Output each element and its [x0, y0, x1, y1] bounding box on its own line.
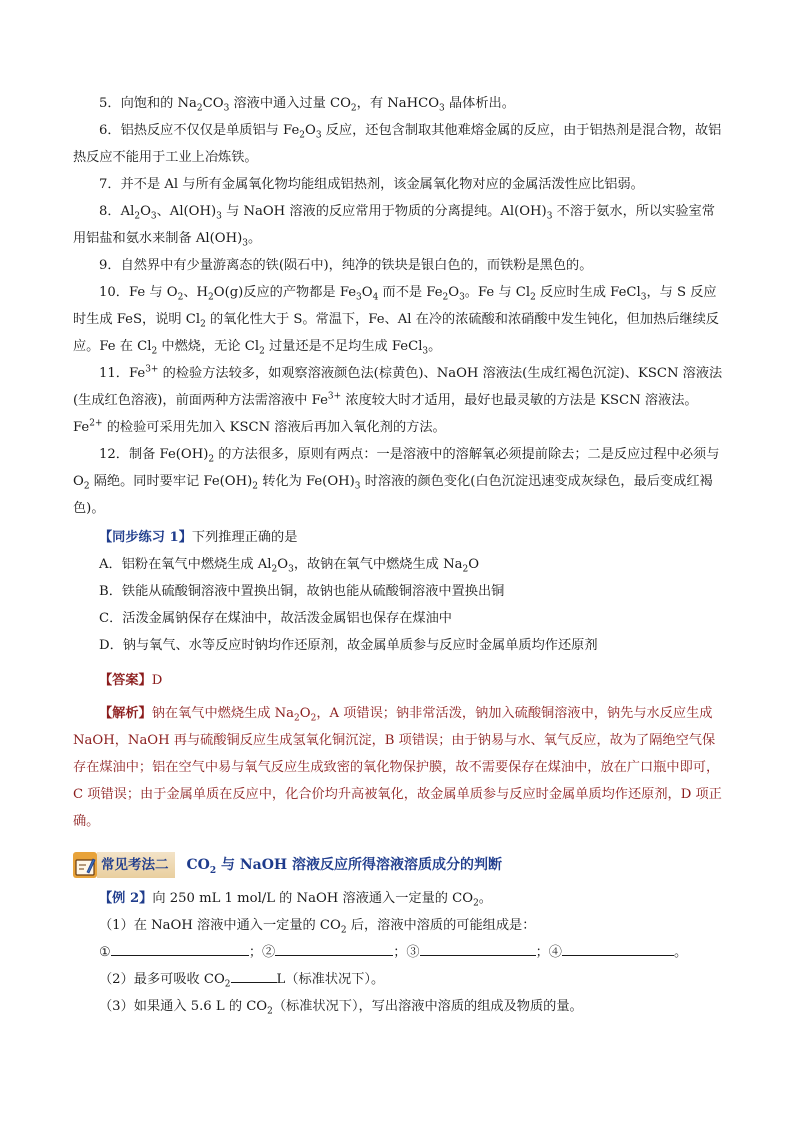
example-stem: 向 250 mL 1 mol/L 的 NaOH 溶液通入一定量的 $CO_2$。 [152, 891, 492, 909]
section-tag: 常见考法二 [97, 852, 175, 878]
explanation-label: 【解析】 [99, 706, 152, 721]
section-title: $CO_2$ 与 NaOH 溶液反应所得溶液溶质成分的判断 [186, 856, 503, 876]
explanation-body: 钠在氧气中燃烧生成 $Na_2O_2$，A 项错误；钠非常活泼，钠加入硫酸铜溶液中，钠先与水反应生成 NaOH，NaOH 再与硫酸铜反应生成氢氧化铜沉淀，B 项错误；由于钠易与水、氧气反应，故为了隔绝空气保存在煤油中；铝在空气中易与氧气反应生成致密的氧化物保护膜，故不需要保存在煤油中，放在广口瓶中即可，C 项错误；由于金属单质在反应中，化合价均升高被氧化，故金属单质参与反应时金属单质均作还原剂，D 项正确。 [73, 706, 722, 829]
question-1-blanks [73, 939, 723, 966]
explanation [73, 700, 723, 835]
option-C[interactable]: C．活泼金属钠保存在煤油中，故活泼金属铝也保存在煤油中 [99, 611, 452, 626]
question-1: （1）在 NaOH 溶液中通入一定量的 $CO_2$ 后，溶液中溶质的可能组成是： [99, 918, 536, 936]
knowledge-point-p10: 10．Fe 与 $O_2$、$H_2O(g)$反应的产物都是 $Fe_3O_4$ 而不是 $Fe_2O_3$。Fe 与 $Cl_2$ 反应时生成 FeCl$_3$，与 S 反应时生成 FeS，说明 $Cl_2$ 的氧化性大于 S。常温下，Fe、Al 在冷的浓硫酸和浓硝酸中发生钝化，但加热后继续反应。Fe 在 $Cl_2$ 中燃烧，无论 $Cl_2$ 过量还是不足均生成 FeCl$_3$。 [73, 285, 719, 357]
answer-blank-1[interactable] [111, 941, 249, 956]
option-B[interactable]: B．铁能从硫酸铜溶液中置换出铜，故钠也能从硫酸铜溶液中置换出铜 [99, 584, 505, 599]
answer-blank-2[interactable] [275, 941, 393, 956]
blank-mark-4: ；④ [535, 945, 562, 960]
example-label: 【例 2】 [99, 891, 153, 906]
section-header [73, 849, 723, 881]
answer-line [73, 667, 723, 694]
exercise-label: 【同步练习 1】 [99, 530, 192, 545]
pencil-note-icon [73, 852, 97, 878]
knowledge-point-p12: 12．制备 $Fe(OH)_2$ 的方法很多，原则有两点：一是溶液中的溶解氧必须提前除去；二是反应过程中必须与 $O_2$ 隔绝。同时要牢记 $Fe(OH)_2$ 转化为 $Fe(OH)_3$ 时溶液的颜色变化(白色沉淀迅速变成灰绿色，最后变成红褐色)。 [73, 447, 720, 516]
knowledge-point-p5: 5．向饱和的 $Na_2CO_3$ 溶液中通入过量 $CO_2$，有 NaHCO$_3$ 晶体析出。 [99, 96, 515, 114]
blank-mark-1: ① [99, 945, 111, 960]
answer-blank-co2-volume[interactable] [231, 968, 277, 983]
answer-value: D [151, 673, 163, 688]
knowledge-points [73, 90, 723, 522]
blank-mark-end: 。 [673, 945, 688, 960]
knowledge-point-p8: 8．$Al_2O_3$、$Al(OH)_3$ 与 NaOH 溶液的反应常用于物质的分离提纯。$Al(OH)_3$ 不溶于氨水，所以实验室常用铝盐和氨水来制备 $Al(OH)_3$。 [73, 204, 715, 249]
exercise-stem-line [73, 524, 723, 551]
blank-mark-2: ；② [248, 945, 276, 960]
knowledge-point-p11: 11．$Fe^{3+}$ 的检验方法较多，如观察溶液颜色法(棕黄色)、NaOH 溶液法(生成红褐色沉淀)、KSCN 溶液法(生成红色溶液)，前面两种方法需溶液中 $Fe^{3+}$ 浓度较大时才适用，最好也最灵敏的方法是 KSCN 溶液法。$Fe^{2+}$ 的检验可采用先加入 KSCN 溶液后再加入氧化剂的方法。 [73, 364, 723, 435]
option-D[interactable]: D．钠与氧气、水等反应时钠均作还原剂，故金属单质参与反应时金属单质均作还原剂 [99, 638, 598, 653]
question-2-suffix: L（标准状况下）。 [276, 972, 385, 987]
exercise-options [73, 551, 723, 659]
answer-label: 【答案】 [99, 673, 152, 688]
answer-blank-4[interactable] [562, 941, 674, 956]
question-2-prefix: （2）最多可吸收 $CO_2$ [99, 972, 231, 990]
knowledge-point-p7: 7．并不是 Al 与所有金属氧化物均能组成铝热剂，该金属氧化物对应的金属活泼性应比铝弱。 [99, 177, 644, 192]
example-stem-line [73, 885, 723, 912]
question-3: （3）如果通入 5.6 L 的 $CO_2$（标准状况下），写出溶液中溶质的组成及物质的量。 [99, 999, 583, 1017]
question-2 [73, 966, 723, 993]
knowledge-point-p6: 6．铝热反应不仅仅是单质铝与 $Fe_2O_3$ 反应，还包含制取其他难熔金属的反应，由于铝热剂是混合物，故铝热反应不能用于工业上冶炼铁。 [73, 123, 722, 165]
exercise-stem: 下列推理正确的是 [191, 530, 298, 545]
option-A[interactable]: A．铝粉在氧气中燃烧生成 $Al_2O_3$，故钠在氧气中燃烧生成 $Na_2O$ [99, 557, 480, 575]
knowledge-point-p9: 9．自然界中有少量游离态的铁(陨石中)，纯净的铁块是银白色的，而铁粉是黑色的。 [99, 258, 593, 273]
blank-mark-3: ；③ [393, 945, 420, 960]
answer-blank-3[interactable] [420, 941, 536, 956]
document-page [73, 90, 723, 1020]
